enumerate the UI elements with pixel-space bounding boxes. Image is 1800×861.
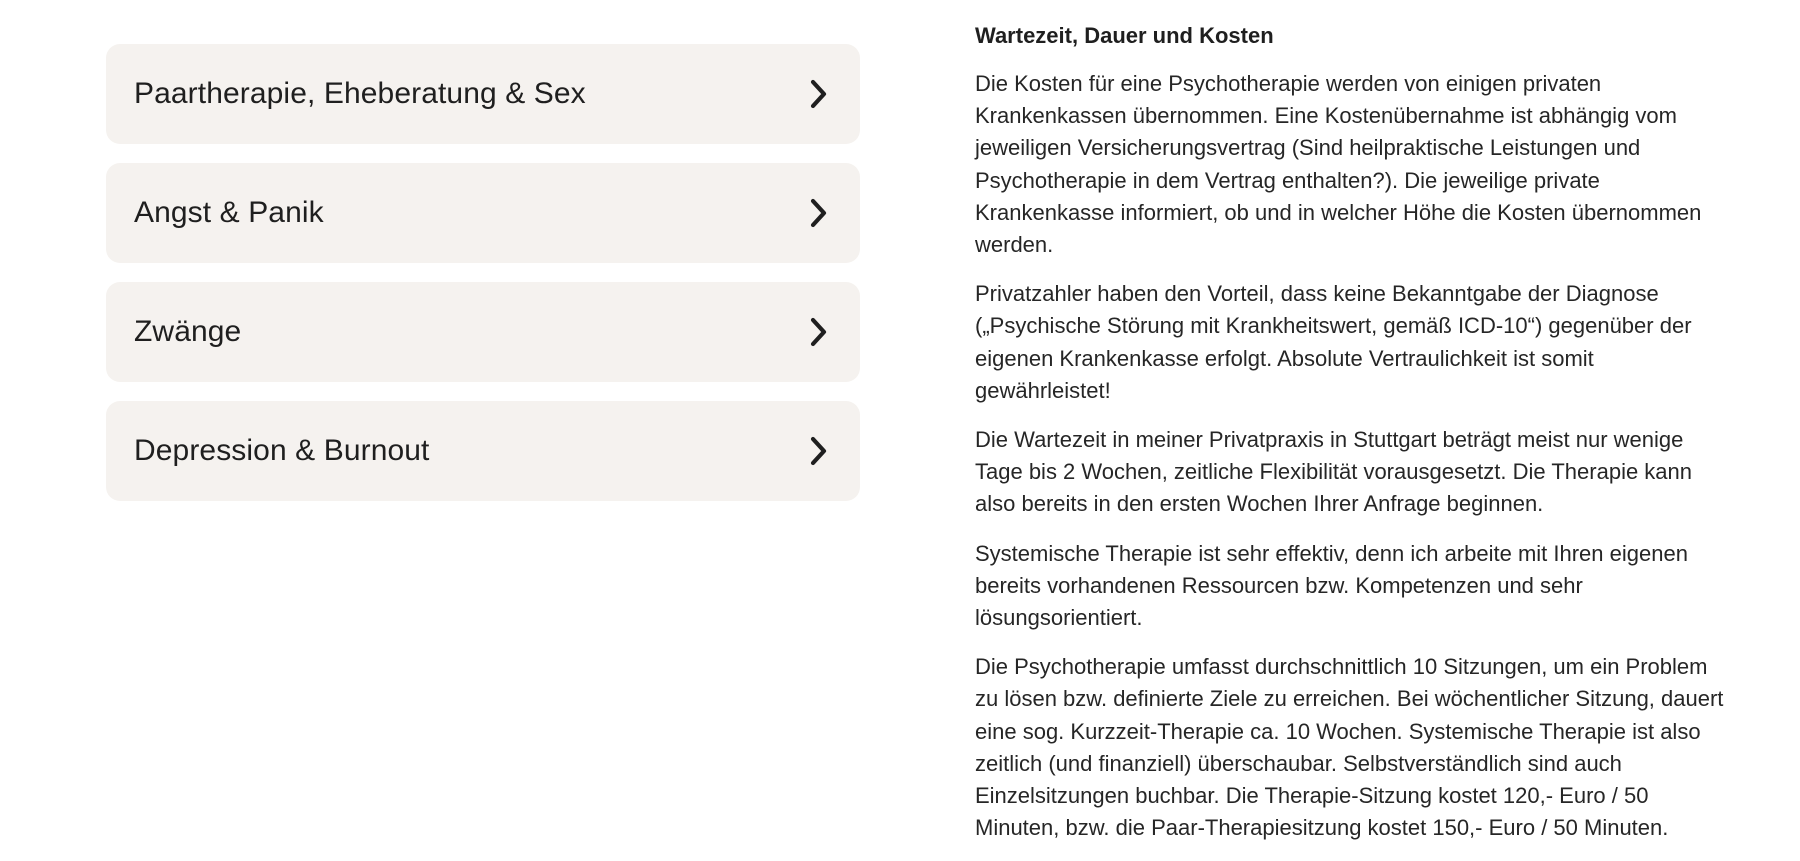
accordion-item-label: Zwänge bbox=[134, 315, 242, 348]
chevron-right-icon bbox=[806, 79, 832, 109]
section-title: Wartezeit, Dauer und Kosten bbox=[975, 23, 1274, 48]
chevron-right-icon bbox=[806, 198, 832, 228]
paragraph-costs: Die Kosten für eine Psychotherapie werden von einigen privaten Krankenkassen übernommen. Eine Kostenübernahme ist abhängig vom jeweiligen Versicherungsvertrag (Sind heilpraktische Leistungen und Psychotherapie in dem Vertrag enthalten?). Die jeweilige private Krankenkasse informiert, ob und in welcher Höhe die Kosten übernommen werden. bbox=[975, 71, 1702, 258]
accordion-item-zwaenge[interactable] bbox=[106, 282, 860, 382]
accordion-item-paartherapie[interactable] bbox=[106, 44, 860, 144]
accordion-item-label: Angst & Panik bbox=[134, 196, 324, 229]
chevron-right-icon bbox=[806, 436, 832, 466]
topics-accordion bbox=[106, 44, 860, 520]
accordion-item-depression-burnout[interactable] bbox=[106, 401, 860, 501]
paragraph-systemic-therapy: Systemische Therapie ist sehr effektiv, denn ich arbeite mit Ihren eigenen bereits vorhandenen Ressourcen bzw. Kompetenzen und sehr lösungsorientiert. bbox=[975, 540, 1688, 631]
accordion-item-angst-panik[interactable] bbox=[106, 163, 860, 263]
accordion-item-label: Depression & Burnout bbox=[134, 434, 430, 467]
paragraph-waiting-time: Die Wartezeit in meiner Privatpraxis in Stuttgart beträgt meist nur wenige Tage bis 2 Wochen, zeitliche Flexibilität vorausgesetzt. Die Therapie kann also bereits in den ersten Wochen Ihrer Anfrage beginnen. bbox=[975, 427, 1693, 517]
info-section bbox=[975, 18, 1735, 861]
accordion-item-label: Paartherapie, Eheberatung & Sex bbox=[134, 77, 586, 110]
chevron-right-icon bbox=[806, 317, 832, 347]
paragraph-duration-prices: Die Psychotherapie umfasst durchschnittlich 10 Sitzungen, um ein Problem zu lösen bzw. definierte Ziele zu erreichen. Bei wöchentlicher Sitzung, dauert eine sog. Kurzzeit-Therapie ca. 10 Wochen. Systemische Therapie ist also zeitlich (und finanziell) überschaubar. Selbstverständlich sind auch Einzelsitzungen buchbar. Die Therapie-Sitzung kostet 120,- Euro / 50 Minuten, bzw. die Paar-Therapiesitzung kostet 150,- Euro / 50 Minuten. bbox=[975, 654, 1724, 841]
paragraph-private-payers: Privatzahler haben den Vorteil, dass keine Bekanntgabe der Diagnose („Psychische Störung mit Krankheitswert, gemäß ICD-10“) gegenüber der eigenen Krankenkasse erfolgt. Absolute Vertraulichkeit ist somit gewährleistet! bbox=[975, 281, 1692, 403]
